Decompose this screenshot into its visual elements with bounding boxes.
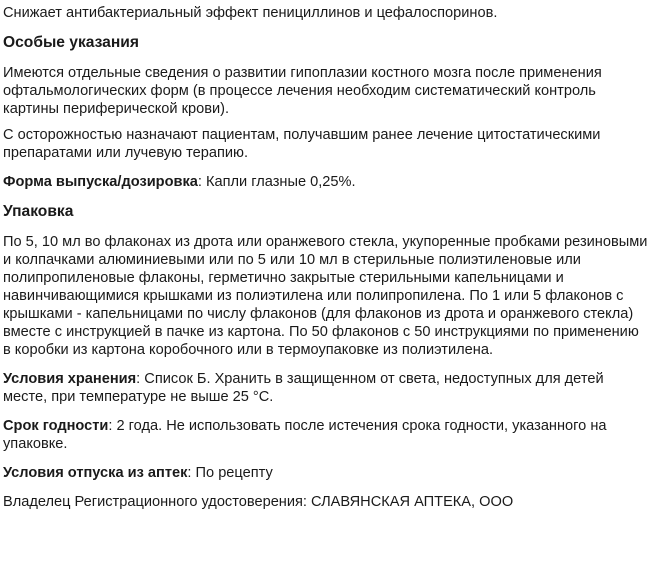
special-paragraph-1: Имеются отдельные сведения о развитии гипоплазии костного мозга после применения офтальмологических форм (в процессе лечения необходим систематический контроль картины периферической крови). [3, 65, 602, 117]
storage-line [3, 370, 633, 406]
intro-text: Снижает антибактериальный эффект пенициллинов и цефалоспоринов. [3, 5, 498, 21]
form-label: Форма выпуска/дозировка [3, 174, 198, 190]
dispense-value: : По рецепту [187, 465, 273, 481]
dispense-label: Условия отпуска из аптек [3, 465, 188, 481]
packaging-text: По 5, 10 мл во флаконах из дрота или оранжевого стекла, укупоренные пробками резиновыми и колпачками алюминиевыми или по 5 или 10 мл в стерильные полиэтиленовые или полипропиленовые флаконы, герметично закрытые стерильными капельницами и навинчивающимися крышками из полиэтилена или полипропилена. По 1 или 5 флаконов с крышками - капельницами по числу флаконов (для флаконов из дрота и оранжевого стекла) вместе с инструкцией в пачке из картона. По 50 флаконов с 50 инструкциями по применению в коробки из картона коробочного или в термоупаковке из полиэтилена. [3, 234, 648, 358]
form-value: : Капли глазные 0,25%. [197, 174, 356, 190]
special-paragraph-2: С осторожностью назначают пациентам, получавшим ранее лечение цитостатическими препаратами или лучевую терапию. [3, 127, 601, 161]
shelf-life-line [3, 417, 633, 453]
storage-label: Условия хранения [3, 371, 137, 387]
dispense-line [3, 464, 660, 482]
owner-line: Владелец Регистрационного удостоверения: СЛАВЯНСКАЯ АПТЕКА, ООО [3, 494, 514, 510]
shelf-life-label: Срок годности [3, 418, 109, 434]
packaging-heading: Упаковка [3, 203, 74, 220]
storage-value: : Список Б. Хранить в защищенном от света, недоступных для детей месте, при температуре не выше 25 °С. [3, 371, 604, 405]
special-heading: Особые указания [3, 34, 139, 51]
form-line [3, 173, 660, 191]
shelf-life-value: : 2 года. Не использовать после истечения срока годности, указанного на упаковке. [3, 418, 607, 452]
